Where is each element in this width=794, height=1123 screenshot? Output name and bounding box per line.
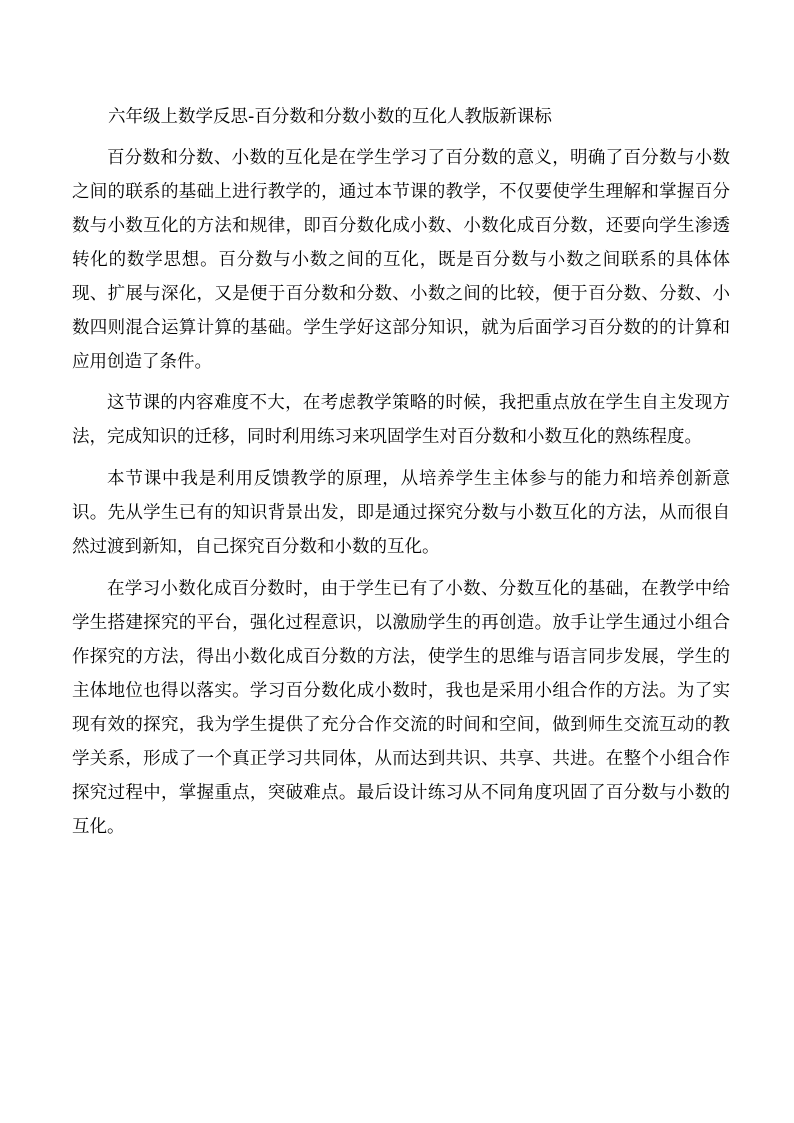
paragraph-group-cooperation: 在学习小数化成百分数时，由于学生已有了小数、分数互化的基础，在教学中给学生搭建探究的平台，强化过程意识，以激励学生的再创造。放手让学生通过小组合作探究的方法，得出小数化成百分数的方法，使学生的思维与语言同步发展，学生的主体地位也得以落实。学习百分数化成小数时，我也是采用小组合作的方法。为了实现有效的探究，我为学生提供了充分合作交流的时间和空间，做到师生交流互动的教学关系，形成了一个真正学习共同体，从而达到共识、共享、共进。在整个小组合作探究过程中，掌握重点，突破难点。最后设计练习从不同角度巩固了百分数与小数的互化。 — [72, 579, 730, 837]
paragraph-intro: 百分数和分数、小数的互化是在学生学习了百分数的意义，明确了百分数与小数之间的联系的基础上进行教学的，通过本节课的教学，不仅要使学生理解和掌握百分数与小数互化的方法和规律，即百分数化成小数、小数化成百分数，还要向学生渗透转化的数学思想。百分数与小数之间的互化，既是百分数与小数之间联系的具体体现、扩展与深化，又是便于百分数和分数、小数之间的比较，便于百分数、分数、小数四则混合运算计算的基础。学生学好这部分知识，就为后面学习百分数的的计算和应用创造了条件。 — [72, 148, 730, 372]
document-body — [72, 100, 730, 844]
document-title: 六年级上数学反思-百分数和分数小数的互化人教版新课标 — [108, 107, 552, 127]
paragraph-feedback-teaching: 本节课中我是利用反馈教学的原理，从培养学生主体参与的能力和培养创新意识。先从学生已有的知识背景出发，即是通过探究分数与小数互化的方法，从而很自然过渡到新知，自己探究百分数和小数的互化。 — [72, 469, 730, 557]
paragraph-strategy: 这节课的内容难度不大，在考虑教学策略的时候，我把重点放在学生自主发现方法，完成知识的迁移，同时利用练习来巩固学生对百分数和小数互化的熟练程度。 — [72, 393, 730, 447]
